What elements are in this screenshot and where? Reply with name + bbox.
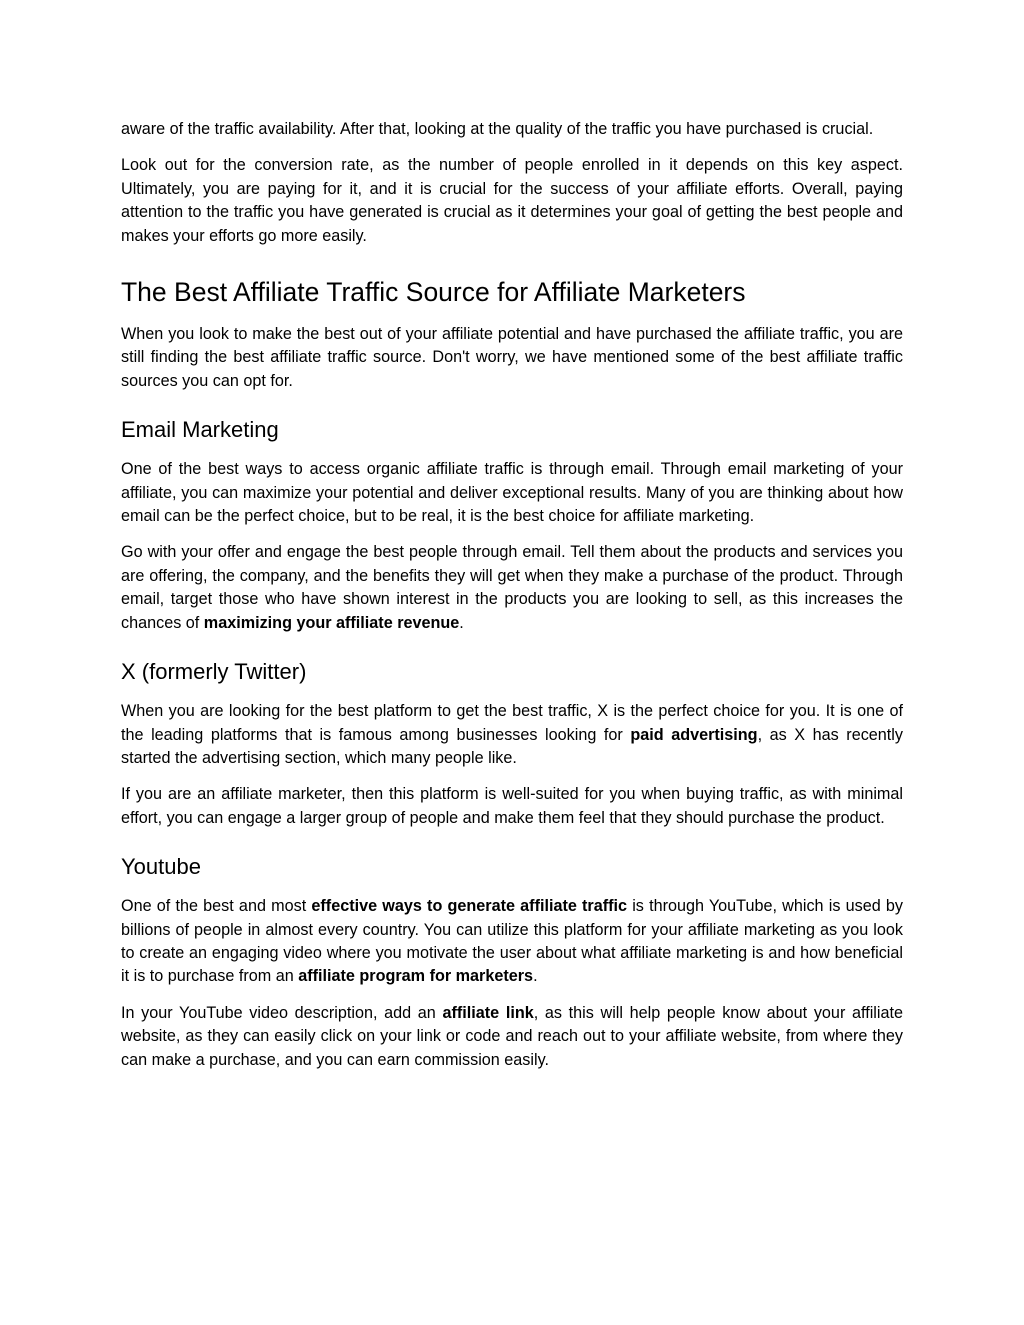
email-p2-bold: maximizing your affiliate revenue	[203, 613, 460, 632]
youtube-p1-bold-1: effective ways to generate affiliate traffic	[311, 897, 628, 916]
email-paragraph-1: One of the best ways to access organic affiliate traffic is through email. Through email marketing of your affiliate, you can maximize your potential and deliver exceptional results. Many of you are thinking about how email can be the perfect choice, but to be real, it is the best choice for affiliate marketing.	[121, 460, 903, 526]
x-p1-bold: paid advertising	[630, 725, 758, 744]
email-p2-text-b: .	[459, 613, 464, 632]
youtube-paragraph-1	[121, 895, 903, 989]
x-p1-text-a: When you are looking for the best platform to get the best traffic, X is the perfect choice for you. It is one of the leading platforms that is famous among businesses looking for	[121, 702, 903, 744]
x-p1-text-b: , as X has recently started the advertising section, which many people like.	[121, 725, 903, 767]
youtube-heading: Youtube	[121, 854, 201, 880]
x-paragraph-1	[121, 700, 903, 770]
x-heading: X (formerly Twitter)	[121, 659, 307, 685]
email-p2-text-a: Go with your offer and engage the best people through email. Tell them about the products and services you are offering, the company, and the benefits they will get when they make a purchase of the product. Through email, target those who have shown interest in the products you are looking to sell, as this increases the chances of	[121, 543, 903, 632]
youtube-p2-text-b: , as this will help people know about your affiliate website, as they can easily click on your link or code and reach out to your affiliate website, from where they can make a purchase, and you can earn commission easily.	[121, 1003, 903, 1069]
email-heading: Email Marketing	[121, 417, 279, 443]
youtube-p1-text-c: .	[533, 967, 538, 986]
section-x	[121, 658, 903, 830]
intro-paragraph-1: aware of the traffic availability. After that, looking at the quality of the traffic you have purchased is crucial.	[121, 120, 874, 138]
youtube-p2-text-a: In your YouTube video description, add an	[121, 1003, 443, 1022]
main-intro-paragraph: When you look to make the best out of your affiliate potential and have purchased the affiliate traffic, you are still finding the best affiliate traffic source. Don't worry, we have mentioned some of the best affiliate traffic sources you can opt for.	[121, 325, 903, 390]
youtube-p1-text-b: is through YouTube, which is used by billions of people in almost every country. You can utilize this platform for your affiliate marketing as you look to create an engaging video where you motivate the user about what affiliate marketing is and how beneficial it is to purchase from an	[121, 897, 903, 986]
section-youtube	[121, 853, 903, 1072]
youtube-p2-bold: affiliate link	[442, 1003, 534, 1022]
main-heading: The Best Affiliate Traffic Source for Affiliate Marketers	[121, 277, 746, 308]
youtube-p1-bold-2: affiliate program for marketers	[298, 967, 534, 986]
email-paragraph-2	[121, 541, 903, 635]
document-page	[121, 118, 903, 1085]
section-email-marketing	[121, 416, 903, 635]
youtube-p1-text-a: One of the best and most	[121, 897, 312, 916]
x-paragraph-2: If you are an affiliate marketer, then this platform is well-suited for you when buying traffic, as with minimal effort, you can engage a larger group of people and make them feel that they should purchase the product.	[121, 785, 903, 827]
intro-paragraph-2: Look out for the conversion rate, as the number of people enrolled in it depends on this key aspect. Ultimately, you are paying for it, and it is crucial for the success of your affiliate efforts. Overall, paying attention to the traffic you have generated is crucial as it determines your goal of getting the best people and makes your efforts go more easily.	[121, 156, 903, 245]
youtube-paragraph-2	[121, 1002, 903, 1072]
